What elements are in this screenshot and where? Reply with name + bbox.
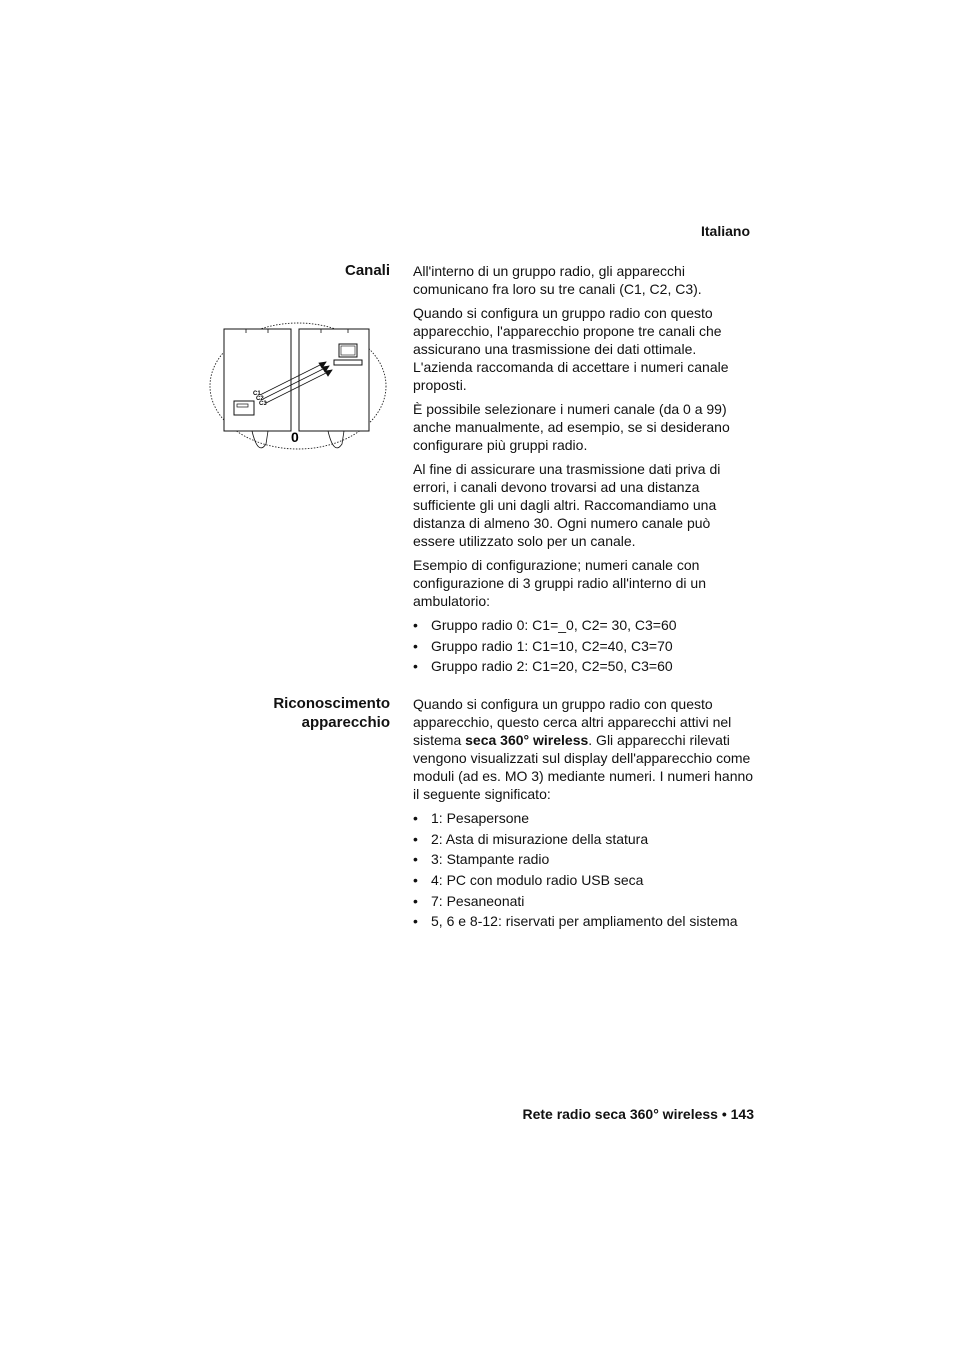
heading-line: apparecchio	[301, 714, 390, 731]
list-item: • 2: Asta di misurazione della statura	[413, 830, 755, 848]
room-right	[299, 329, 369, 431]
room-left	[224, 329, 291, 431]
list-item: • Gruppo radio 0: C1=_0, C2= 30, C3=60	[413, 616, 755, 634]
channel-label-c1: C1	[253, 391, 261, 397]
riconoscimento-body	[413, 695, 755, 933]
channel-config-list	[413, 616, 755, 675]
section-heading-canali	[200, 261, 390, 280]
heading-line: Riconoscimento	[273, 695, 390, 712]
section-heading-riconoscimento	[200, 694, 390, 732]
heading-text: Canali	[344, 262, 390, 279]
canali-body	[413, 262, 755, 678]
list-item: • 4: PC con modulo radio USB seca	[413, 871, 755, 889]
list-item: • 5, 6 e 8-12: riservati per ampliamento del sistema	[413, 912, 755, 930]
paragraph: Quando si configura un gruppo radio con questo apparecchio, l'apparecchio propone tre canali che assicurano una trasmissione dei dati ottimale. L'azienda raccomanda di accettare i numeri canale proposti.	[413, 305, 729, 393]
paragraph: Quando si configura un gruppo radio con questo apparecchio, questo cerca altri apparecchi attivi nel sistema seca 360° wireless. Gli apparecchi rilevati vengono visualizzati sul display dell'apparecchio come moduli (ad es. MO 3) mediante numeri. I numeri hanno il seguente significato:	[413, 696, 754, 802]
list-item: • 7: Pesaneonati	[413, 892, 755, 910]
group-number-label: 0	[291, 429, 299, 445]
language-header: Italiano	[700, 223, 750, 239]
channel-label-c3: C3	[259, 401, 267, 407]
paragraph: All'interno di un gruppo radio, gli apparecchi comunicano fra loro su tre canali (C1, C2, C3).	[413, 263, 702, 297]
paragraph: Al fine di assicurare una trasmissione dati priva di errori, i canali devono trovarsi ad una distanza sufficiente gli uni dagli altri. Raccomandiamo una distanza di almeno 30. Ogni numero canale può essere utilizzato solo per un canale.	[413, 461, 721, 549]
scale-device-icon	[234, 401, 254, 415]
radio-group-diagram	[208, 316, 388, 454]
page-footer: Rete radio seca 360° wireless • 143	[522, 1106, 754, 1122]
paragraph: Esempio di configurazione; numeri canale con configurazione di 3 gruppi radio all'interno di un ambulatorio:	[413, 557, 706, 609]
list-item: • 3: Stampante radio	[413, 850, 755, 868]
list-item: • Gruppo radio 2: C1=20, C2=50, C3=60	[413, 657, 755, 675]
brand-name: seca 360° wireless	[465, 732, 589, 748]
device-type-list	[413, 809, 755, 930]
list-item: • Gruppo radio 1: C1=10, C2=40, C3=70	[413, 637, 755, 655]
paragraph: È possibile selezionare i numeri canale (da 0 a 99) anche manualmente, ad esempio, se si desiderano configurare più gruppi radio.	[413, 401, 730, 453]
channel-label-c2: C2	[256, 396, 264, 402]
list-item: • 1: Pesapersone	[413, 809, 755, 827]
